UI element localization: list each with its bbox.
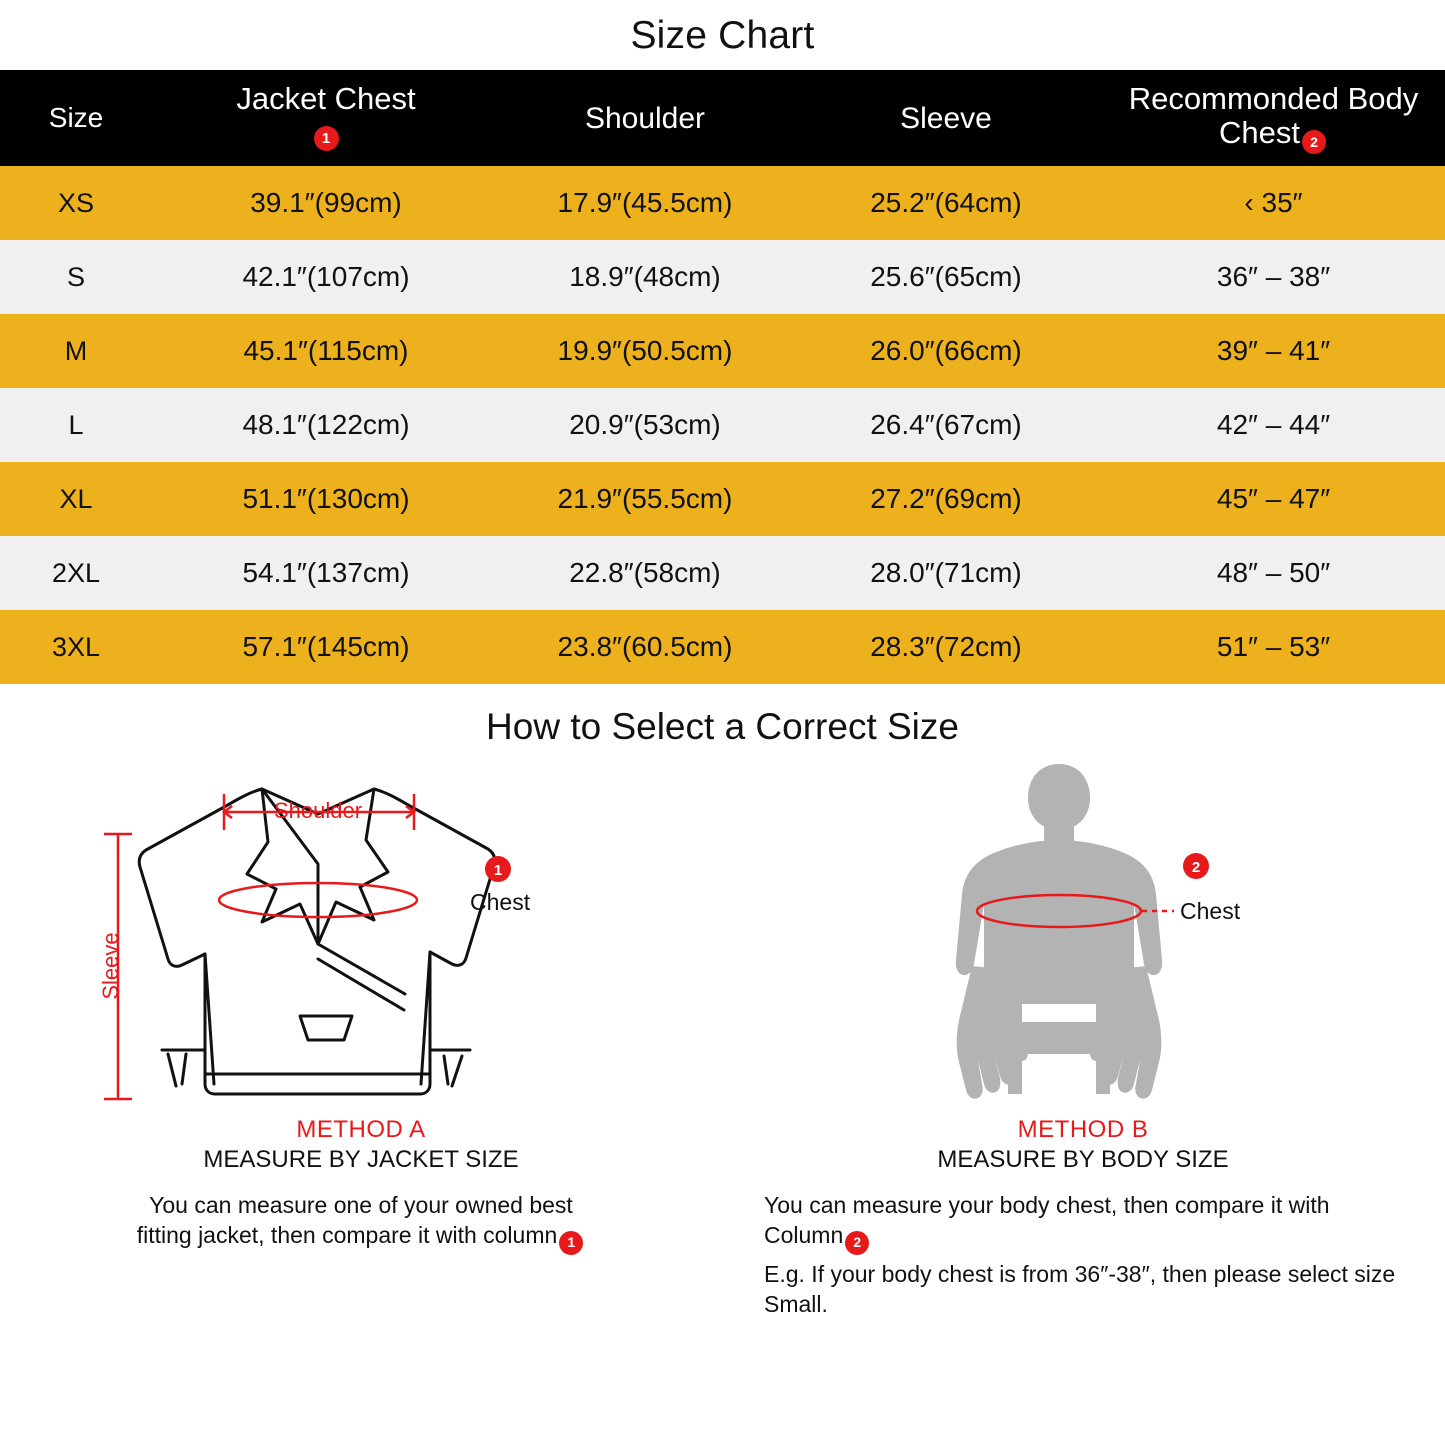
cell-body-chest: 36″ – 38″ <box>1102 240 1445 314</box>
cell-body-chest: 51″ – 53″ <box>1102 610 1445 684</box>
cell-shoulder: 23.8″(60.5cm) <box>500 610 790 684</box>
table-row <box>0 462 1445 536</box>
column-header-size-label: Size <box>48 101 104 133</box>
cell-sleeve: 28.3″(72cm) <box>790 610 1102 684</box>
jacket-chest-label: Chest <box>470 889 531 915</box>
size-chart-table <box>0 70 1445 684</box>
table-row <box>0 314 1445 388</box>
cell-body-chest: 39″ – 41″ <box>1102 314 1445 388</box>
column-header-jacket-chest-label: Jacket Chest <box>236 80 416 116</box>
method-a-panel <box>0 754 722 1319</box>
method-b-example-text: E.g. If your body chest is from 36″-38″, then please select size Small. <box>764 1260 1396 1317</box>
cell-body-chest: ‹ 35″ <box>1102 166 1445 240</box>
column-header-sleeve-label: Sleeve <box>900 101 992 135</box>
howto-panels <box>0 754 1445 1319</box>
cell-size: XS <box>0 166 152 240</box>
badge-2-label: 2 <box>1191 859 1201 876</box>
cell-body-chest: 45″ – 47″ <box>1102 462 1445 536</box>
method-a-description <box>0 1190 722 1255</box>
cell-size: XL <box>0 462 152 536</box>
cell-jacket-chest: 51.1″(130cm) <box>152 462 500 536</box>
cell-shoulder: 21.9″(55.5cm) <box>500 462 790 536</box>
cell-shoulder: 19.9″(50.5cm) <box>500 314 790 388</box>
cell-sleeve: 26.0″(66cm) <box>790 314 1102 388</box>
jacket-diagram <box>0 754 722 1114</box>
method-b-panel <box>722 754 1444 1319</box>
method-b-name: METHOD B <box>1017 1116 1149 1143</box>
badge-2-icon: 2 <box>845 1231 869 1255</box>
table-body <box>0 166 1445 684</box>
column-header-size <box>0 70 152 166</box>
table-header-row <box>0 70 1445 166</box>
body-diagram <box>722 754 1444 1114</box>
table-row <box>0 610 1445 684</box>
body-chest-label: Chest <box>1180 898 1241 924</box>
table-header <box>0 70 1445 166</box>
cell-jacket-chest: 57.1″(145cm) <box>152 610 500 684</box>
method-b-description <box>722 1190 1444 1319</box>
column-header-body-chest <box>1102 70 1445 166</box>
cell-jacket-chest: 45.1″(115cm) <box>152 314 500 388</box>
cell-shoulder: 22.8″(58cm) <box>500 536 790 610</box>
cell-shoulder: 20.9″(53cm) <box>500 388 790 462</box>
jacket-illustration-icon <box>0 754 722 1114</box>
body-illustration-icon <box>722 754 1444 1114</box>
badge-1-label: 1 <box>493 862 503 879</box>
cell-size: 2XL <box>0 536 152 610</box>
method-a-description-text: You can measure one of your owned best fitting jacket, then compare it with column <box>136 1192 573 1249</box>
cell-size: S <box>0 240 152 314</box>
cell-shoulder: 17.9″(45.5cm) <box>500 166 790 240</box>
page-title: Size Chart <box>630 14 815 57</box>
column-header-shoulder-label: Shoulder <box>584 101 706 135</box>
howto-title: How to Select a Correct Size <box>486 706 959 747</box>
cell-body-chest: 42″ – 44″ <box>1102 388 1445 462</box>
method-b-sub: MEASURE BY BODY SIZE <box>937 1146 1229 1173</box>
table-row <box>0 536 1445 610</box>
badge-1-label: 1 <box>314 126 339 151</box>
cell-jacket-chest: 39.1″(99cm) <box>152 166 500 240</box>
jacket-shoulder-label: Shoulder <box>273 798 363 823</box>
cell-sleeve: 25.2″(64cm) <box>790 166 1102 240</box>
cell-sleeve: 25.6″(65cm) <box>790 240 1102 314</box>
cell-size: L <box>0 388 152 462</box>
column-header-body-chest-label: Recommonded Body Chest <box>1128 80 1419 150</box>
cell-body-chest: 48″ – 50″ <box>1102 536 1445 610</box>
cell-jacket-chest: 54.1″(137cm) <box>152 536 500 610</box>
badge-2-icon: 2 <box>1302 130 1326 154</box>
cell-sleeve: 27.2″(69cm) <box>790 462 1102 536</box>
cell-sleeve: 26.4″(67cm) <box>790 388 1102 462</box>
column-header-shoulder <box>500 70 790 166</box>
column-header-sleeve <box>790 70 1102 166</box>
table-row <box>0 166 1445 240</box>
jacket-sleeve-label: Sleeve <box>98 932 123 1000</box>
method-a-name: METHOD A <box>296 1116 426 1143</box>
cell-jacket-chest: 48.1″(122cm) <box>152 388 500 462</box>
method-a-sub: MEASURE BY JACKET SIZE <box>203 1146 519 1173</box>
cell-shoulder: 18.9″(48cm) <box>500 240 790 314</box>
cell-size: M <box>0 314 152 388</box>
cell-size: 3XL <box>0 610 152 684</box>
table-row <box>0 388 1445 462</box>
column-header-jacket-chest <box>152 70 500 166</box>
badge-1-icon: 1 <box>559 1231 583 1255</box>
badge-1-icon <box>158 119 494 153</box>
method-b-description-text: You can measure your body chest, then compare it with Column <box>764 1192 1330 1249</box>
cell-sleeve: 28.0″(71cm) <box>790 536 1102 610</box>
table-row <box>0 240 1445 314</box>
cell-jacket-chest: 42.1″(107cm) <box>152 240 500 314</box>
